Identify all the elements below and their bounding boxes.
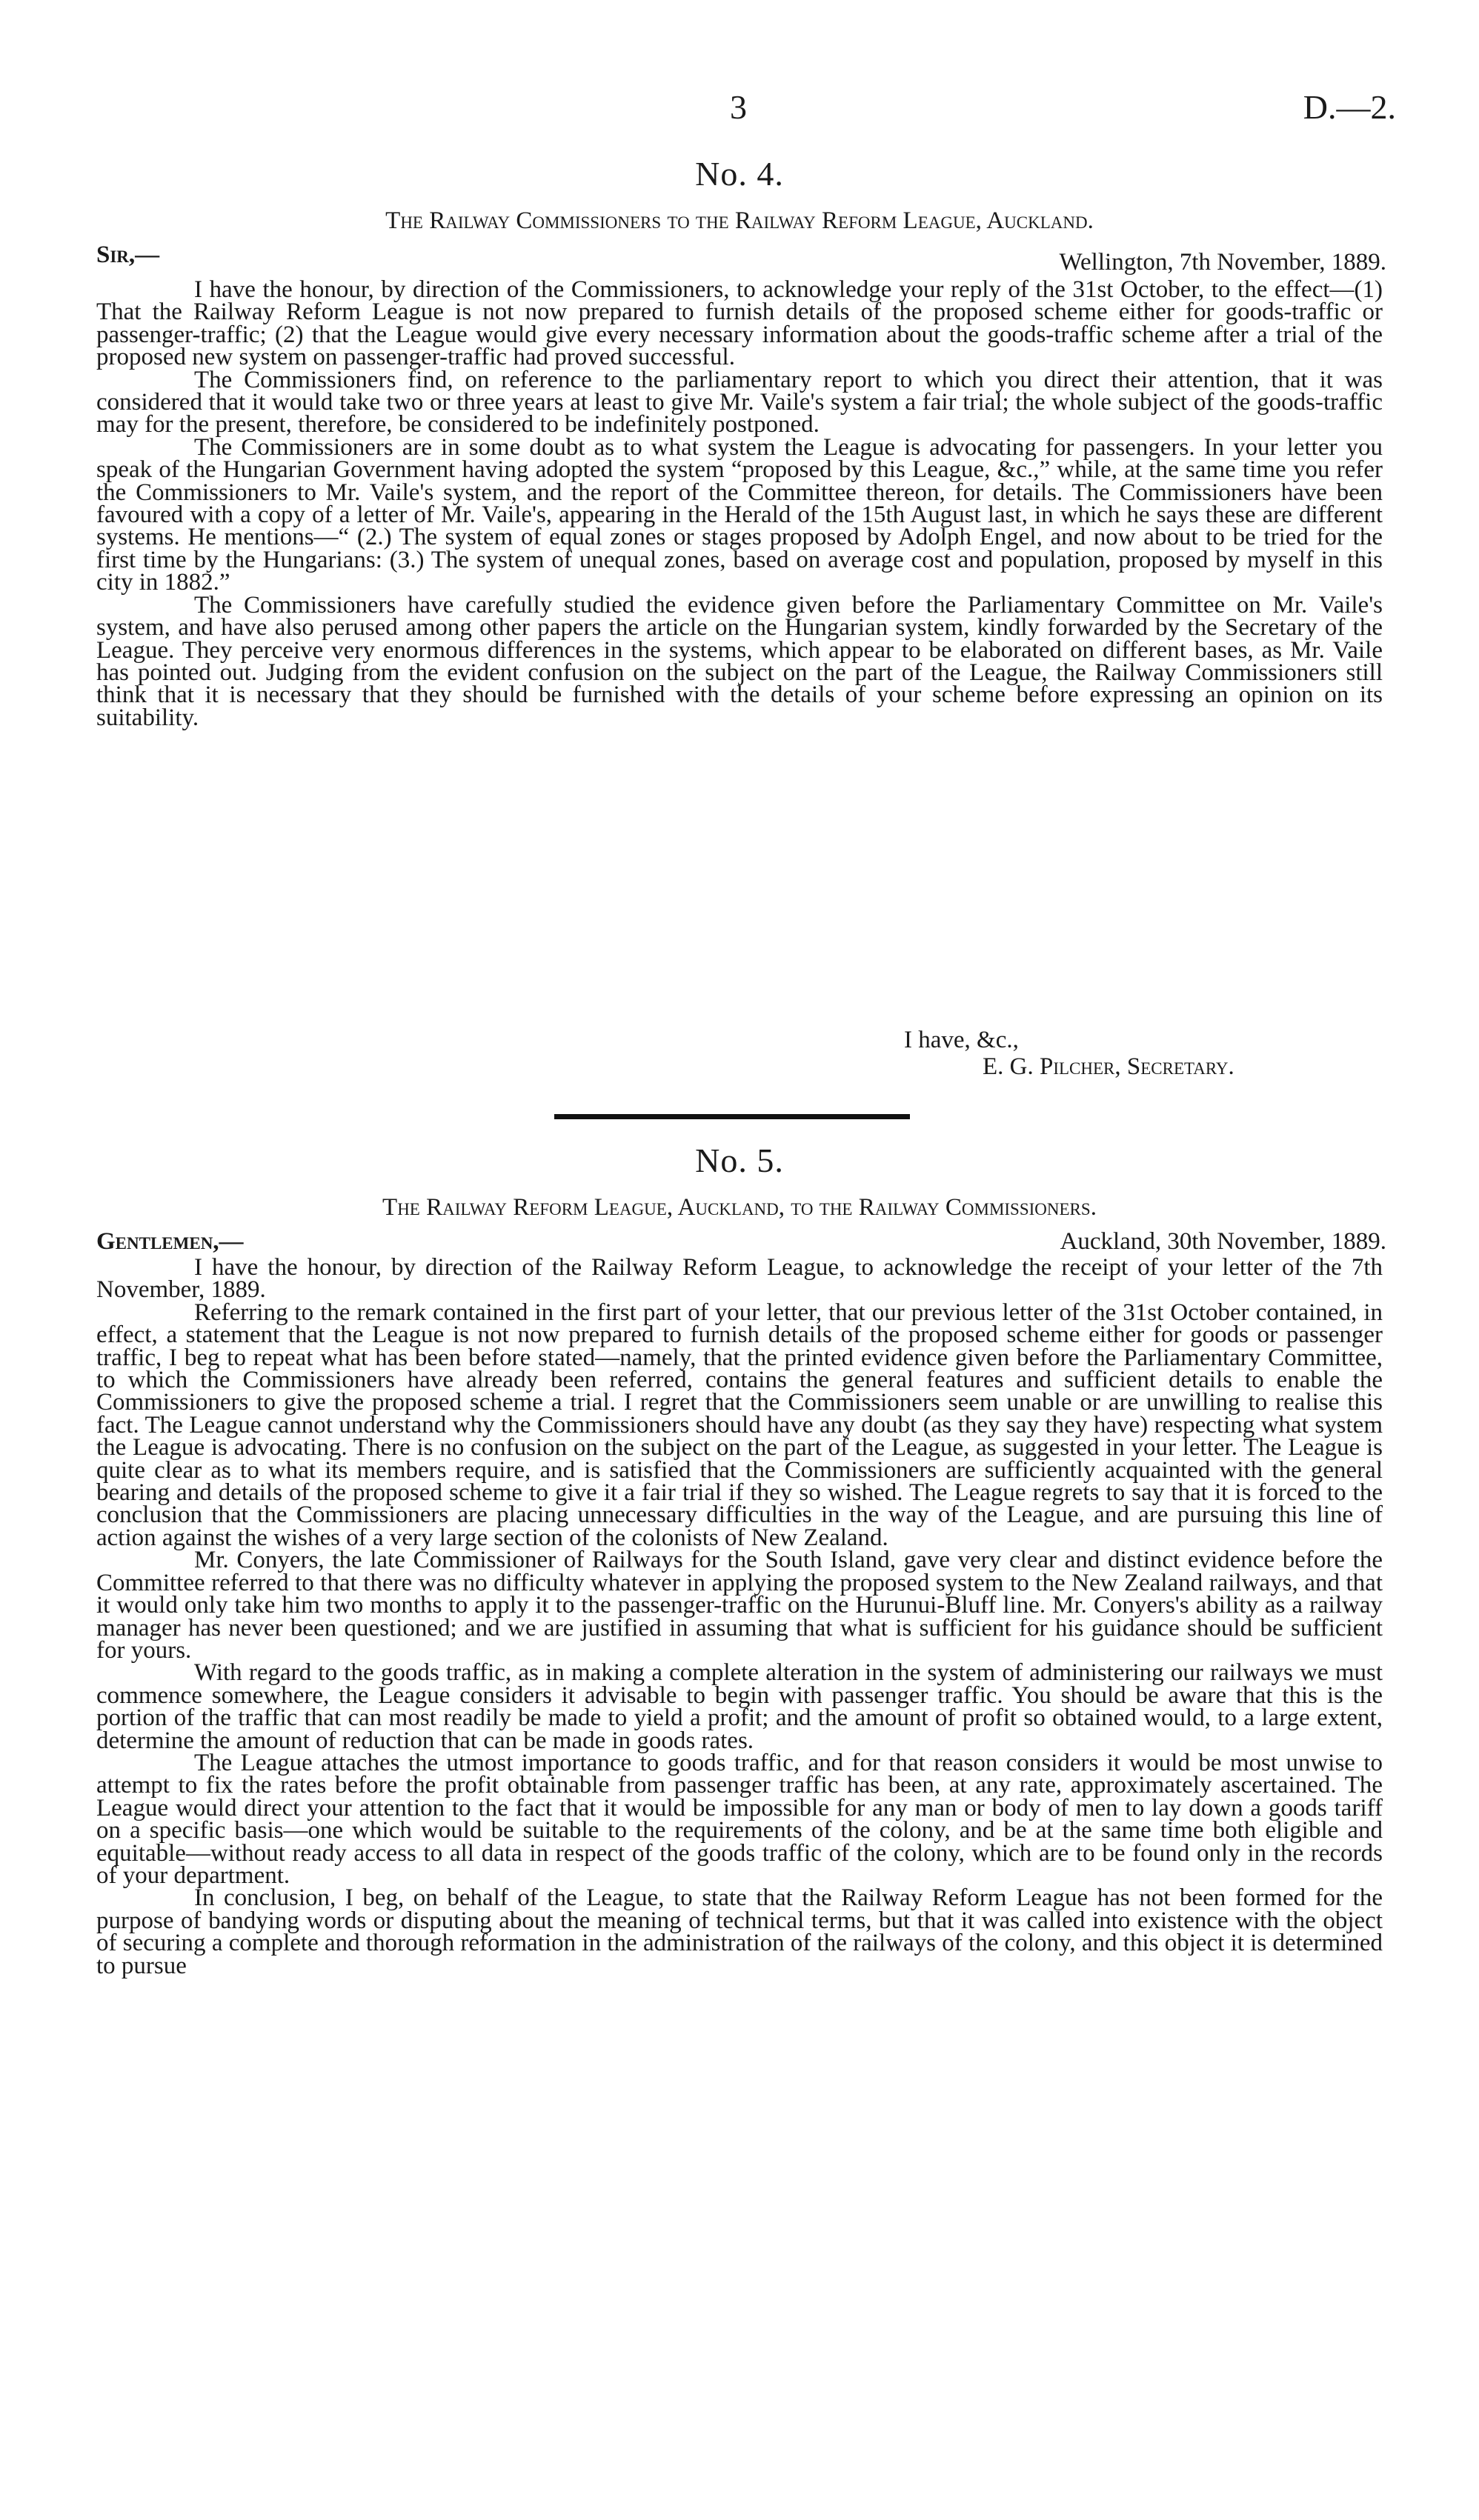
section-divider xyxy=(554,1114,910,1119)
letter-4-body xyxy=(96,276,1383,731)
document-reference: D.—2. xyxy=(1303,88,1396,126)
letter-5-paragraph-3: Mr. Conyers, the late Commissioner of Railways for the South Island, gave very clear and distinct evidence before the Committee referred to that there was no difficulty whatever in applying the proposed system to the New Zealand railways, and that it would only take him two months to apply it to the passenger-traffic on the Hurunui-Bluff line. Mr. Conyers's ability as a railway manager has never been questioned; and we are justified in assuming that what is sufficient for his guidance should be sufficient for yours. xyxy=(96,1547,1383,1664)
letter-5-paragraph-1: I have the honour, by direction of the Railway Reform League, to acknowledge the receipt of your letter of the 7th November, 1889. xyxy=(96,1254,1383,1304)
letter-5-heading: The Railway Reform League, Auckland, to the Railway Commissioners. xyxy=(382,1194,1097,1221)
letter-4-signature: E. G. Pilcher, Secretary. xyxy=(983,1053,1234,1080)
letter-5-paragraph-2: Referring to the remark contained in the first part of your letter, that our previous letter of the 31st October contained, in effect, a statement that the League is not now prepared to furnish details of the proposed scheme either for goods or passenger traffic, I beg to repeat what has been before stated—namely, that the printed evidence given before the Parliamentary Committee, to which the Commissioners have already been referred, contains the general features and sufficient details to enable the Commissioners to give the proposed scheme a trial. I regret that the Commissioners seem unable or are unwilling to realise this fact. The League cannot understand why the Commissioners should have any doubt (as they say they have) respecting what system the League is advocating. There is no confusion on the subject on the part of the League, as suggested in your letter. The League is quite clear as to what its members require, and is satisfied that the Commissioners are sufficiently acquainted with the general bearing and details of the proposed scheme to give it a fair trial if they so wished. The League regrets to say that it is forced to the conclusion that the Commissioners are placing unnecessary difficulties in the way of the League, and are pursuing this line of action against the wishes of a very large section of the colonists of New Zealand. xyxy=(96,1299,1383,1551)
letter-4-paragraph-2: The Commissioners find, on reference to the parliamentary report to which you direct their attention, that it was considered that it would take two or three years at least to give Mr. Vaile's system a fair trial; the whole subject of the goods-traffic may for the present, therefore, be considered to be indefinitely postponed. xyxy=(96,366,1383,439)
letter-4-date: Wellington, 7th November, 1889. xyxy=(1059,249,1386,276)
letter-4-salutation: Sir,— xyxy=(96,241,160,268)
letter-5-date: Auckland, 30th November, 1889. xyxy=(1060,1228,1386,1255)
letter-5-paragraph-4: With regard to the goods traffic, as in making a complete alteration in the system of administering our railways we must commence somewhere, the League considers it advisable to begin with passenger traffic. You should be aware that this is the portion of the traffic that can most readily be made to yield a profit; and the amount of profit so obtained would, to a large extent, determine the amount of reduction that can be made in goods rates. xyxy=(96,1659,1383,1754)
letter-5-paragraph-6: In conclusion, I beg, on behalf of the League, to state that the Railway Reform League has not been formed for the purpose of bandying words or disputing about the meaning of technical terms, but that it was called into existence with the object of securing a complete and thorough reformation in the administration of the railways of the colony, and this object it is determined to pursue xyxy=(96,1884,1383,1979)
letter-4-paragraph-3: The Commissioners are in some doubt as to what system the League is advocating for passengers. In your letter you speak of the Hungarian Government having adopted the system “proposed by this League, &c.,” while, at the same time you refer the Commissioners to Mr. Vaile's system, and the report of the Committee thereon, for details. The Commissioners have been favoured with a copy of a letter of Mr. Vaile's, appearing in the Herald of the 15th August last, in which he says these are different systems. He mentions—“ (2.) The system of equal zones or stages proposed by Adolph Engel, and now about to be tried for the first time by the Hungarians: (3.) The system of unequal zones, based on average cost and population, proposed by myself in this city in 1882.” xyxy=(96,433,1383,596)
letter-5-body xyxy=(96,1256,1383,1977)
letter-5-salutation: Gentlemen,— xyxy=(96,1228,244,1255)
page-number: 3 xyxy=(730,88,747,126)
letter-4-heading: The Railway Commissioners to the Railway Reform League, Auckland. xyxy=(385,207,1094,234)
letter-5-number: No. 5. xyxy=(695,1141,784,1179)
letter-5-paragraph-5: The League attaches the utmost importance to goods traffic, and for that reason considers it would be most unwise to attempt to fix the rates before the profit obtainable from passenger traffic has been, at any rate, approximately ascertained. The League would direct your attention to the fact that it would be impossible for any man or body of men to lay down a goods tariff on a specific basis—one which would be suitable to the requirements of the colony, and be at the same time both eligible and equitable—without ready access to all data in respect of the goods traffic of the colony, which are to be found only in the records of your department. xyxy=(96,1749,1383,1889)
letter-4-paragraph-1: I have the honour, by direction of the Commissioners, to acknowledge your reply of the 31st October, to the effect—(1) That the Railway Reform League is not now prepared to furnish details of the proposed scheme either for goods-traffic or passenger-traffic; (2) that the League would give every necessary information about the goods-traffic scheme after a trial of the proposed new system on passenger-traffic had proved successful. xyxy=(96,276,1383,371)
letter-4-number: No. 4. xyxy=(695,155,784,193)
letter-4-closing: I have, &c., xyxy=(904,1027,1019,1053)
letter-4-paragraph-4: The Commissioners have carefully studied the evidence given before the Parliamentary Committee on Mr. Vaile's system, and have also perused among other papers the article on the Hungarian system, kindly forwarded by the Secretary of the League. They perceive very enormous differences in the systems, which appear to be elaborated on different bases, as Mr. Vaile has pointed out. Judging from the evident confusion on the subject on the part of the League, the Railway Commissioners still think that it is necessary that they should be furnished with the details of your scheme before expressing an opinion on its suitability. xyxy=(96,591,1383,731)
